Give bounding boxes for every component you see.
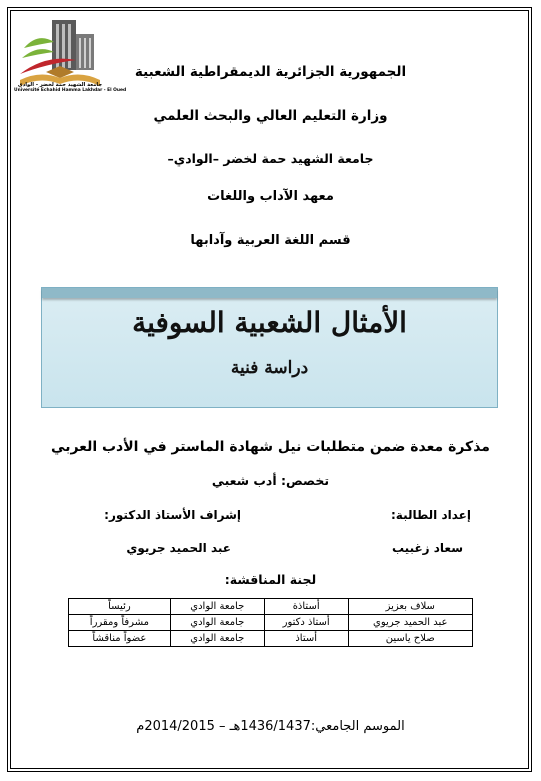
department-heading: قسم اللغة العربية وآدابها <box>190 233 351 248</box>
student-name: سعاد زغبيب <box>391 541 463 555</box>
committee-role: مشرفاً ومقرراً <box>69 615 171 631</box>
supervisor-name: عبد الحميد جريوي <box>126 541 231 555</box>
committee-rank: أستاذ دكتور <box>264 615 348 631</box>
committee-name: سلاف بعزيز <box>348 599 472 615</box>
committee-institution: جامعة الوادي <box>170 599 264 615</box>
title-box <box>41 287 498 408</box>
committee-rank: أستاذة <box>264 599 348 615</box>
supervisor-label: إشراف الأستاذ الدكتور: <box>104 508 241 522</box>
logo-caption-fr: Université Echahid Hamma Lakhdar - El Oued <box>14 88 127 93</box>
logo-caption <box>14 82 127 94</box>
title-box-bar <box>42 288 497 298</box>
academic-year: الموسم الجامعي:1436/1437هـ – 2014/2015م <box>136 719 405 734</box>
specialty: تخصص: أدب شعبي <box>211 473 330 488</box>
committee-role: رئيساً <box>69 599 171 615</box>
committee-institution: جامعة الوادي <box>170 631 264 647</box>
committee-title: لجنة المناقشة: <box>224 572 317 587</box>
main-title: الأمثال الشعبية السوفية <box>132 306 407 339</box>
logo-caption-ar: جامعة الشهيد حمة لخضر - الوادي <box>17 82 103 88</box>
table-row <box>69 615 473 631</box>
table-row <box>69 599 473 615</box>
table-row <box>69 631 473 647</box>
republic-heading: الجمهورية الجزائرية الديمقراطية الشعبية <box>134 64 407 80</box>
institute-heading: معهد الآداب واللغات <box>207 189 334 204</box>
committee-role: عضواً مناقشاً <box>69 631 171 647</box>
student-label: إعداد الطالبة: <box>391 508 471 522</box>
committee-name: عبد الحميد جريوي <box>348 615 472 631</box>
thesis-statement: مذكرة معدة ضمن متطلبات نيل شهادة الماستر في الأدب العربي <box>51 439 490 455</box>
committee-institution: جامعة الوادي <box>170 615 264 631</box>
sub-title: دراسة فنية <box>230 358 309 378</box>
university-heading: جامعة الشهيد حمة لخضر –الوادي– <box>167 151 374 166</box>
ministry-heading: وزارة التعليم العالي والبحث العلمي <box>153 108 388 124</box>
committee-name: صلاح ياسين <box>348 631 472 647</box>
committee-rank: أستاذ <box>264 631 348 647</box>
committee-table <box>68 598 473 647</box>
